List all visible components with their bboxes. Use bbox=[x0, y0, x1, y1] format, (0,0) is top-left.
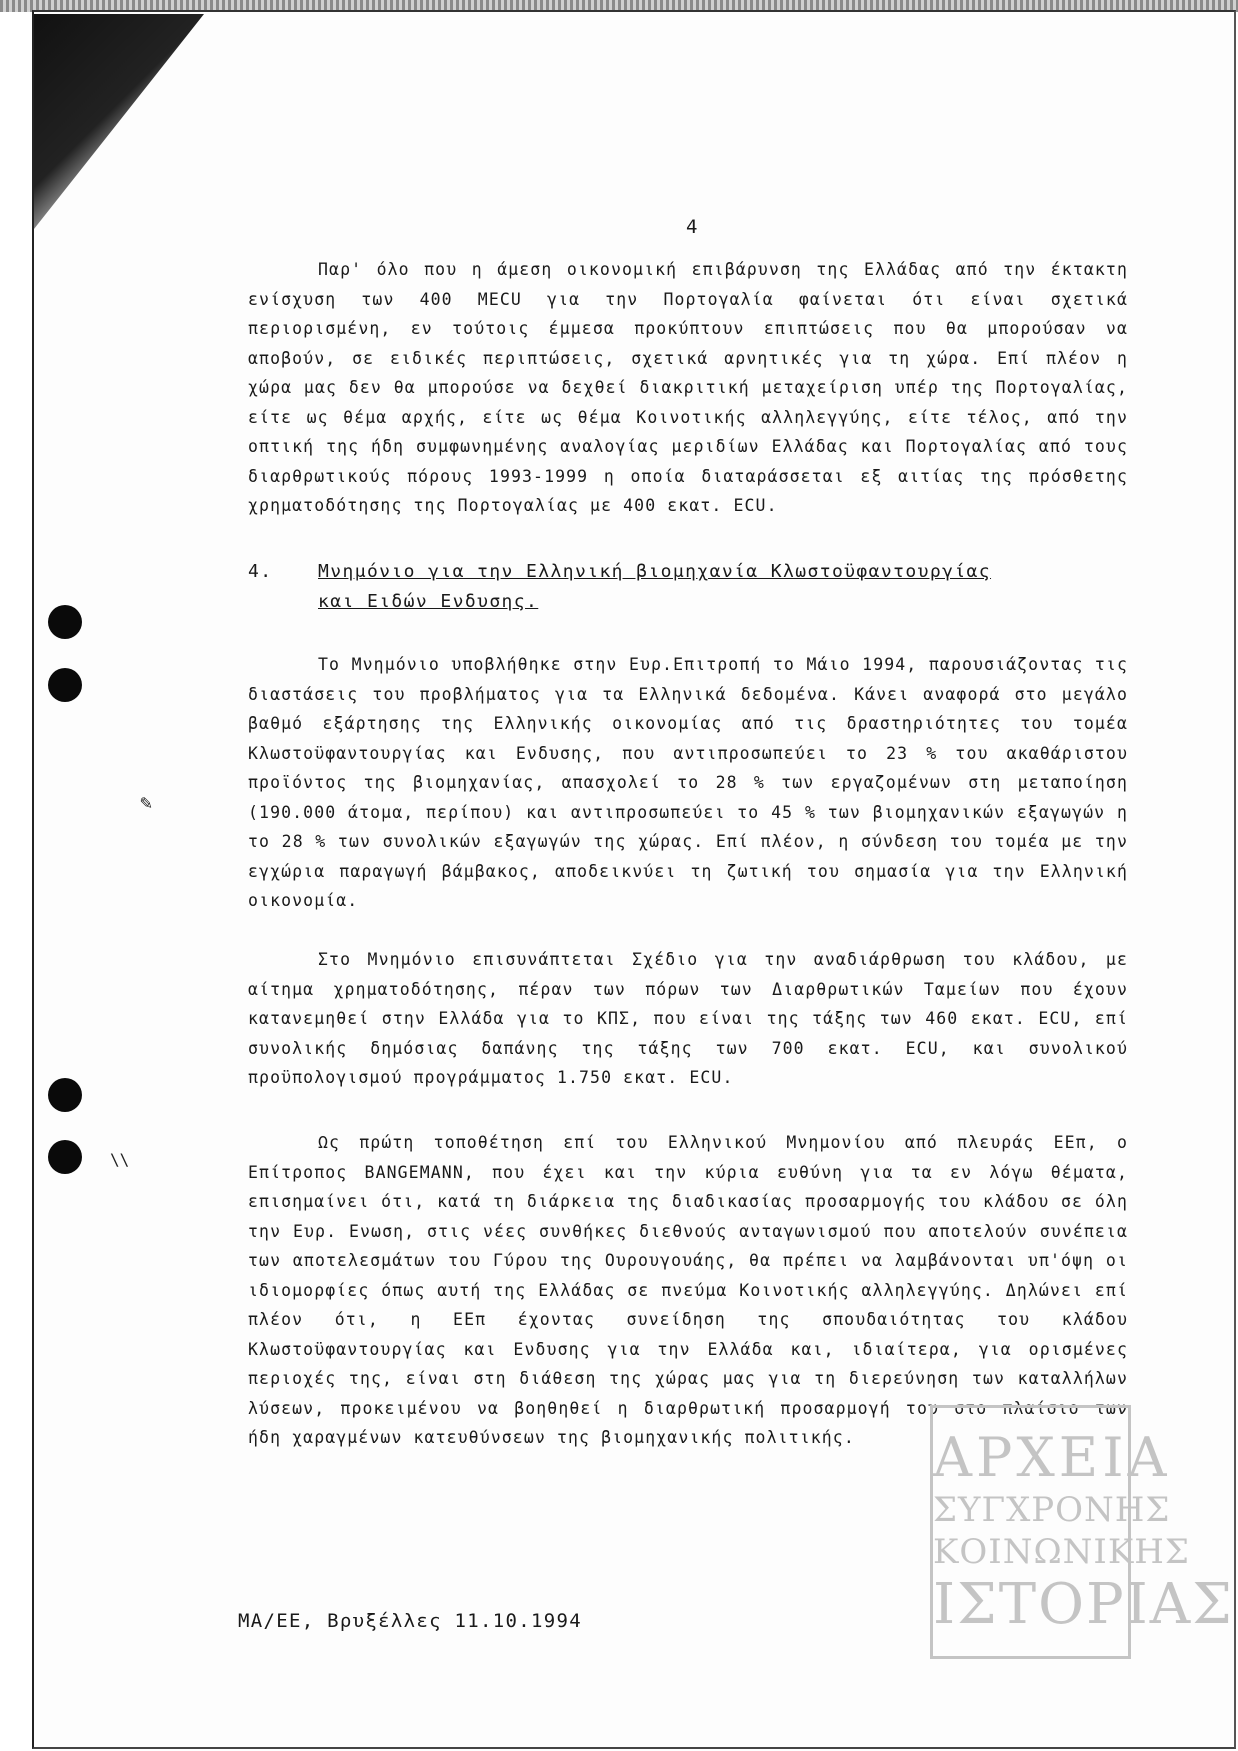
section-title-line2: και Ειδών Ενδυσης. bbox=[318, 591, 539, 612]
paragraph-plan bbox=[248, 945, 1128, 1093]
paragraph-text: Στο Μνημόνιο επισυνάπτεται Σχέδιο για την αναδιάρθρωση του κλάδου, με αίτημα χρηματοδότησης, πέραν των πόρων των Διαρθρωτικών Ταμείων που έχουν κατανεμηθεί στην Ελλάδα για το ΚΠΣ, που είναι της τάξης των 460 εκατ. ECU, επί συνολικής δημόσιας δαπάνης της τάξης των 700 εκατ. ECU, και συνολικού προϋπολογισμού προγράμματος 1.750 εκατ. ECU. bbox=[248, 950, 1128, 1087]
punch-hole bbox=[48, 605, 82, 639]
scan-mark: \\ bbox=[110, 1150, 130, 1169]
watermark-line: ΚΟΙΝΩΝΙΚΗΣ bbox=[933, 1532, 1190, 1572]
watermark-line: ΣΥΓΧΡΟΝΗΣ bbox=[933, 1490, 1171, 1530]
watermark-line: ΑΡΧΕΙΑ bbox=[933, 1426, 1171, 1489]
paragraph-bangemann bbox=[248, 1128, 1128, 1453]
section-number: 4. bbox=[248, 561, 273, 582]
archive-watermark bbox=[930, 1405, 1234, 1659]
page-number: 4 bbox=[686, 216, 698, 238]
punch-hole bbox=[48, 1140, 82, 1174]
signature-line: ΜΑ/ΕΕ, Βρυξέλλες 11.10.1994 bbox=[238, 1610, 582, 1632]
paragraph-text: Ως πρώτη τοποθέτηση επί του Ελληνικού Μνημονίου από πλευράς ΕΕπ, ο Επίτροπος BANGEMANN, που έχει και την κύρια ευθύνη για τα εν λόγω θέματα, επισημαίνει ότι, κατά τη διάρκεια της διαδικασίας προσαρμογής του κλάδου σε όλη την Ευρ. Ενωση, στις νέες συνθήκες διεθνούς ανταγωνισμού που αποτελούν συνέπεια των αποτελεσμάτων του Γύρου της Ουρουγουάης, θα πρέπει να λαμβάνονται υπ'όψη οι ιδιομορφίες όπως αυτή της Ελλάδας σε πνεύμα Κοινοτικής αλληλεγγύης. Δηλώνει επί πλέον ότι, η ΕΕπ έχοντας συνείδηση της σπουδαιότητας του κλάδου Κλωστοϋφαντουργίας και Ενδυσης για την Ελλάδα και, ιδιαίτερα, για ορισμένες περιοχές της, είναι στη διάθεση της χώρας μας για τη διερεύνηση των καταλλήλων λύσεων, προκειμένου να βοηθηθεί η διαρθρωτική προσαρμογή του στο πλαίσιο των ήδη χαραγμένων κατευθύνσεων της βιομηχανικής πολιτικής. bbox=[248, 1133, 1128, 1447]
punch-hole bbox=[48, 668, 82, 702]
section-title-line1: Μνημόνιο για την Ελληνική βιομηχανία Κλωστοϋφαντουργίας bbox=[318, 561, 992, 582]
section-heading bbox=[248, 557, 1128, 617]
watermark-line: ΙΣΤΟΡΙΑΣ bbox=[933, 1572, 1234, 1637]
paragraph-text: Παρ' όλο που η άμεση οικονομική επιβάρυνση της Ελλάδας από την έκτακτη ενίσχυση των 400 MECU για την Πορτογαλία φαίνεται ότι είναι σχετικά περιορισμένη, εν τούτοις έμμεσα προκύπτουν επιπτώσεις που θα μπορούσαν να αποβούν, σε ειδικές περιπτώσεις, σχετικά αρνητικές για τη χώρα. Επί πλέον η χώρα μας δεν θα μπορούσε να δεχθεί διακριτική μεταχείριση υπέρ της Πορτογαλίας, είτε ως θέμα αρχής, είτε ως θέμα Κοινοτικής αλληλεγγύης, είτε τέλος, από την οπτική της ήδη συμφωνημένης αναλογίας μεριδίων Ελλάδας και Πορτογαλίας από τους διαρθρωτικούς πόρους 1993-1999 η οποία διαταράσσεται εξ αιτίας της πρόσθετης χρηματοδότησης της Πορτογαλίας με 400 εκατ. ECU. bbox=[248, 260, 1128, 515]
scan-mark: ✎ bbox=[140, 790, 153, 814]
paragraph-memorandum bbox=[248, 650, 1128, 916]
paragraph-impact bbox=[248, 255, 1128, 521]
punch-hole bbox=[48, 1078, 82, 1112]
paragraph-text: Το Μνημόνιο υποβλήθηκε στην Ευρ.Επιτροπή το Μάιο 1994, παρουσιάζοντας τις διαστάσεις του προβλήματος για τα Ελληνικά δεδομένα. Κάνει αναφορά στο μεγάλο βαθμό εξάρτησης της Ελληνικής οικονομίας από τις δραστηριότητες του τομέα Κλωστοϋφαντουργίας και Ενδυσης, που αντιπροσωπεύει το 23 % του ακαθάριστου προϊόντος της βιομηχανίας, απασχολεί το 28 % των εργαζομένων στη μεταποίηση (190.000 άτομα, περίπου) και αντιπροσωπεύει το 45 % των βιομηχανικών εξαγωγών η το 28 % των συνολικών εξαγωγών της χώρας. Επί πλέον, η σύνδεση του τομέα με την εγχώρια παραγωγή βάμβακος, αποδεικνύει τη ζωτική του σημασία για την Ελληνική οικονομία. bbox=[248, 655, 1128, 910]
